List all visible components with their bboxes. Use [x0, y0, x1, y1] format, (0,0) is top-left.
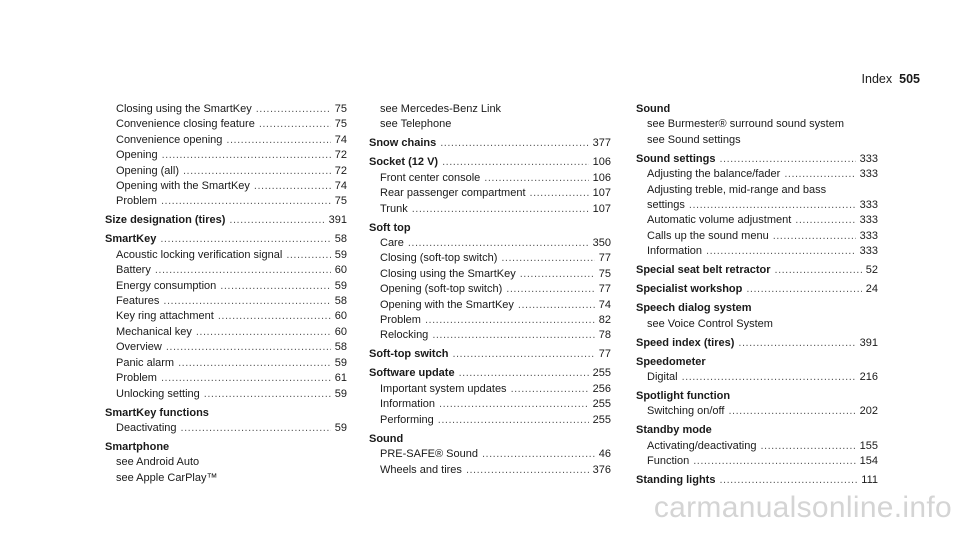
index-subentry — [105, 356, 347, 371]
index-subentry — [105, 421, 347, 436]
index-subentry — [105, 309, 347, 324]
entry-label: Deactivating — [116, 421, 177, 434]
index-subentry — [105, 340, 347, 355]
index-subentry — [105, 471, 347, 486]
entry-label: Spotlight function — [636, 390, 731, 403]
leader-dots — [530, 186, 589, 201]
index-subentry — [105, 117, 347, 132]
entry-label: Energy consumption — [116, 279, 217, 292]
index-subentry — [369, 328, 611, 343]
leader-dots — [682, 370, 856, 385]
entry-label: Care — [380, 237, 404, 250]
page-reference[interactable]: 155 — [859, 439, 878, 452]
entry-label: Unlocking setting — [116, 387, 200, 400]
entry-label: Sound — [636, 103, 671, 115]
leader-dots — [518, 298, 595, 313]
index-subentry — [636, 167, 878, 182]
index-column-3 — [636, 102, 878, 489]
entry-label: Wheels and tires — [380, 463, 462, 476]
leader-dots — [204, 387, 331, 402]
entry-label: Overview — [116, 341, 162, 354]
leader-dots — [728, 404, 855, 419]
index-heading — [636, 423, 878, 438]
index-subentry — [105, 294, 347, 309]
index-subentry — [636, 370, 878, 385]
leader-dots — [226, 133, 330, 148]
index-heading — [369, 366, 611, 381]
entry-label: Switching on/off — [647, 405, 725, 418]
page-number: 505 — [899, 72, 920, 86]
page-reference[interactable]: 333 — [859, 168, 878, 181]
leader-dots — [259, 117, 331, 132]
index-subentry — [105, 325, 347, 340]
page-reference[interactable]: 75 — [334, 195, 347, 208]
index-subentry — [369, 267, 611, 282]
index-subentry — [369, 251, 611, 266]
entry-label: SmartKey — [105, 233, 157, 246]
leader-dots — [784, 167, 855, 182]
entry-label: see Mercedes-Benz Link — [380, 103, 502, 115]
entry-label: Activating/deactivating — [647, 439, 757, 452]
entry-label: see Burmester® surround sound system — [647, 118, 845, 131]
index-heading — [105, 232, 347, 247]
entry-label: Standby mode — [636, 424, 712, 437]
index-subentry — [369, 413, 611, 428]
index-subentry — [105, 102, 347, 117]
page-reference[interactable]: 391 — [328, 214, 347, 227]
leader-dots — [773, 229, 856, 244]
entry-label: Relocking — [380, 329, 429, 342]
page-reference[interactable]: 255 — [592, 413, 611, 426]
entry-label: Problem — [116, 195, 157, 208]
page-reference[interactable]: 72 — [334, 164, 347, 177]
index-subentry — [369, 463, 611, 478]
entry-label: Speech dialog system — [636, 302, 752, 315]
index-subentry — [369, 171, 611, 186]
leader-dots — [196, 325, 331, 340]
entry-label: Software update — [369, 367, 455, 380]
page-reference[interactable]: 333 — [859, 152, 878, 165]
leader-dots — [506, 282, 594, 297]
page-reference[interactable]: 59 — [334, 279, 347, 292]
index-subentry — [369, 313, 611, 328]
index-subentry — [636, 244, 878, 259]
index-heading — [636, 102, 878, 117]
page-reference[interactable]: 377 — [592, 137, 611, 150]
page-reference[interactable]: 255 — [592, 398, 611, 411]
page-reference[interactable]: 106 — [592, 171, 611, 184]
entry-label: Acoustic locking verification signal — [116, 248, 283, 261]
entry-label: Trunk — [380, 202, 408, 215]
page-reference[interactable]: 61 — [334, 372, 347, 385]
page-reference[interactable]: 82 — [598, 314, 611, 327]
page-reference[interactable]: 52 — [865, 264, 878, 277]
page-reference[interactable]: 391 — [859, 336, 878, 349]
leader-dots — [218, 309, 331, 324]
page-reference[interactable]: 58 — [334, 233, 347, 246]
leader-dots — [719, 473, 857, 488]
entry-label: Closing (soft-top switch) — [380, 252, 498, 265]
entry-label: Key ring attachment — [116, 310, 214, 323]
entry-label: Rear passenger compartment — [380, 187, 526, 200]
leader-dots — [178, 356, 331, 371]
page-reference[interactable]: 59 — [334, 248, 347, 261]
index-subentry — [369, 282, 611, 297]
index-subentry — [636, 198, 878, 213]
page-reference[interactable]: 75 — [334, 118, 347, 131]
leader-dots — [161, 194, 331, 209]
entry-label: Opening (soft-top switch) — [380, 283, 503, 296]
page-reference[interactable]: 77 — [598, 283, 611, 296]
leader-dots — [484, 171, 588, 186]
entry-label: Calls up the sound menu — [647, 229, 769, 242]
page-reference[interactable]: 107 — [592, 202, 611, 215]
index-heading — [636, 355, 878, 370]
leader-dots — [706, 244, 856, 259]
index-subentry — [105, 133, 347, 148]
entry-label: Adjusting treble, mid-range and bass — [647, 183, 827, 196]
leader-dots — [689, 198, 856, 213]
entry-label: Soft-top switch — [369, 348, 449, 361]
page-reference[interactable]: 333 — [859, 199, 878, 212]
leader-dots — [459, 366, 589, 381]
index-heading — [369, 432, 611, 447]
index-heading — [369, 136, 611, 151]
index-subentry — [636, 404, 878, 419]
entry-label: Features — [116, 295, 160, 308]
index-heading — [105, 440, 347, 455]
page-reference[interactable]: 59 — [334, 356, 347, 369]
index-subentry — [105, 179, 347, 194]
page-reference[interactable]: 59 — [334, 421, 347, 434]
page-reference[interactable]: 60 — [334, 264, 347, 277]
entry-label: Standing lights — [636, 474, 716, 487]
index-heading — [636, 282, 878, 297]
entry-label: Information — [647, 245, 703, 258]
index-subentry — [105, 148, 347, 163]
entry-label: Front center console — [380, 171, 481, 184]
entry-label: Sound settings — [636, 152, 716, 165]
entry-label: see Apple CarPlay™ — [116, 471, 218, 484]
entry-label: PRE-SAFE® Sound — [380, 448, 478, 461]
page-reference[interactable]: 75 — [334, 103, 347, 115]
leader-dots — [162, 148, 331, 163]
entry-label: Problem — [380, 314, 421, 327]
section-title: Index — [861, 72, 893, 86]
page-reference[interactable]: 74 — [598, 298, 611, 311]
entry-label: Speed index (tires) — [636, 336, 735, 349]
entry-label: Information — [380, 398, 436, 411]
index-heading — [369, 347, 611, 362]
page-reference[interactable]: 60 — [334, 325, 347, 338]
entry-label: see Telephone — [380, 118, 452, 131]
page-reference[interactable]: 58 — [334, 341, 347, 354]
leader-dots — [511, 382, 589, 397]
entry-label: Snow chains — [369, 137, 437, 150]
entry-label: SmartKey functions — [105, 406, 209, 419]
page-reference[interactable]: 333 — [859, 245, 878, 258]
leader-dots — [466, 463, 589, 478]
entry-label: Convenience opening — [116, 133, 223, 146]
page-reference[interactable]: 74 — [334, 180, 347, 193]
index-subentry — [369, 202, 611, 217]
index-subentry — [636, 117, 878, 132]
page-reference[interactable]: 107 — [592, 187, 611, 200]
leader-dots — [775, 263, 862, 278]
page-reference[interactable]: 154 — [859, 455, 878, 468]
index-subentry — [105, 387, 347, 402]
watermark: carmanualsonline.info — [653, 491, 952, 524]
leader-dots — [412, 202, 589, 217]
index-subentry — [105, 248, 347, 263]
entry-label: Closing using the SmartKey — [116, 103, 252, 115]
index-subentry — [105, 371, 347, 386]
entry-label: Specialist workshop — [636, 283, 743, 296]
page-reference[interactable]: 72 — [334, 149, 347, 162]
leader-dots — [161, 371, 331, 386]
index-subentry — [369, 117, 611, 132]
page-reference[interactable]: 77 — [598, 252, 611, 265]
index-heading — [105, 213, 347, 228]
index-heading — [636, 263, 878, 278]
entry-label: Socket (12 V) — [369, 156, 439, 169]
leader-dots — [438, 413, 589, 428]
entry-label: Performing — [380, 413, 434, 426]
leader-dots — [439, 397, 589, 412]
index-subentry — [105, 164, 347, 179]
leader-dots — [442, 155, 589, 170]
entry-label: Opening — [116, 149, 158, 162]
index-heading — [369, 221, 611, 236]
leader-dots — [166, 340, 331, 355]
leader-dots — [738, 336, 855, 351]
leader-dots — [163, 294, 330, 309]
entry-label: Problem — [116, 372, 157, 385]
index-subentry — [105, 194, 347, 209]
entry-label: Speedometer — [636, 355, 706, 368]
entry-label: Adjusting the balance/fader — [647, 168, 781, 181]
page-reference[interactable]: 58 — [334, 295, 347, 308]
index-subentry — [636, 317, 878, 332]
entry-label: Smartphone — [105, 440, 170, 453]
entry-label: settings — [647, 199, 685, 212]
leader-dots — [183, 164, 331, 179]
index-subentry — [369, 447, 611, 462]
index-heading — [636, 473, 878, 488]
index-heading — [636, 336, 878, 351]
page-reference[interactable]: 111 — [861, 474, 878, 487]
leader-dots — [452, 347, 594, 362]
index-subentry — [636, 183, 878, 198]
page-reference[interactable]: 333 — [859, 214, 878, 227]
index-heading — [105, 406, 347, 421]
leader-dots — [286, 248, 330, 263]
entry-label: Size designation (tires) — [105, 214, 226, 227]
leader-dots — [520, 267, 595, 282]
entry-label: Mechanical key — [116, 325, 192, 338]
entry-label: Digital — [647, 371, 678, 384]
index-subentry — [369, 382, 611, 397]
index-subentry — [636, 213, 878, 228]
entry-label: Closing using the SmartKey — [380, 267, 516, 280]
index-subentry — [105, 263, 347, 278]
leader-dots — [795, 213, 855, 228]
leader-dots — [432, 328, 594, 343]
page-reference[interactable]: 333 — [859, 229, 878, 242]
leader-dots — [425, 313, 595, 328]
index-subentry — [369, 298, 611, 313]
entry-label: Special seat belt retractor — [636, 264, 771, 277]
entry-label: Automatic volume adjustment — [647, 214, 792, 227]
index-subentry — [636, 229, 878, 244]
leader-dots — [440, 136, 588, 151]
page-reference[interactable]: 60 — [334, 310, 347, 323]
page-reference[interactable]: 24 — [865, 283, 878, 296]
page-reference[interactable]: 202 — [859, 405, 878, 418]
leader-dots — [181, 421, 331, 436]
page-reference[interactable]: 75 — [598, 267, 611, 280]
leader-dots — [719, 152, 855, 167]
entry-label: see Voice Control System — [647, 317, 773, 330]
index-heading — [636, 301, 878, 316]
index-heading — [369, 155, 611, 170]
entry-label: see Sound settings — [647, 133, 741, 146]
entry-label: Convenience closing feature — [116, 118, 255, 131]
entry-label: Opening with the SmartKey — [380, 298, 514, 311]
leader-dots — [229, 213, 324, 228]
index-heading — [636, 152, 878, 167]
leader-dots — [408, 236, 589, 251]
index-subentry — [105, 455, 347, 470]
index-subentry — [369, 102, 611, 117]
page-reference[interactable]: 216 — [859, 371, 878, 384]
index-subentry — [636, 439, 878, 454]
page-reference[interactable]: 350 — [592, 237, 611, 250]
entry-label: Opening with the SmartKey — [116, 180, 250, 193]
page-reference[interactable]: 255 — [592, 367, 611, 380]
index-subentry — [369, 236, 611, 251]
page-reference[interactable]: 376 — [592, 463, 611, 476]
leader-dots — [482, 447, 595, 462]
page-reference[interactable]: 256 — [592, 382, 611, 395]
index-column-2 — [369, 102, 611, 478]
leader-dots — [256, 102, 331, 117]
entry-label: Opening (all) — [116, 164, 179, 177]
entry-label: see Android Auto — [116, 456, 200, 469]
leader-dots — [746, 282, 861, 297]
page-reference[interactable]: 106 — [592, 156, 611, 169]
entry-label: Sound — [369, 432, 404, 445]
leader-dots — [220, 279, 330, 294]
page-reference[interactable]: 78 — [598, 329, 611, 342]
leader-dots — [254, 179, 331, 194]
entry-label: Important system updates — [380, 382, 507, 395]
entry-label: Panic alarm — [116, 356, 175, 369]
index-subentry — [636, 133, 878, 148]
page-reference[interactable]: 77 — [598, 348, 611, 361]
index-subentry — [369, 186, 611, 201]
leader-dots — [760, 439, 855, 454]
index-subentry — [369, 397, 611, 412]
leader-dots — [155, 263, 331, 278]
page-header — [862, 72, 920, 86]
leader-dots — [160, 232, 330, 247]
index-subentry — [636, 454, 878, 469]
index-column-1 — [105, 102, 347, 486]
page-reference[interactable]: 46 — [598, 448, 611, 461]
page-reference[interactable]: 59 — [334, 387, 347, 400]
entry-label: Battery — [116, 264, 151, 277]
leader-dots — [501, 251, 594, 266]
leader-dots — [693, 454, 855, 469]
index-subentry — [105, 279, 347, 294]
entry-label: Soft top — [369, 221, 411, 234]
page-reference[interactable]: 74 — [334, 133, 347, 146]
entry-label: Function — [647, 455, 690, 468]
index-heading — [636, 389, 878, 404]
